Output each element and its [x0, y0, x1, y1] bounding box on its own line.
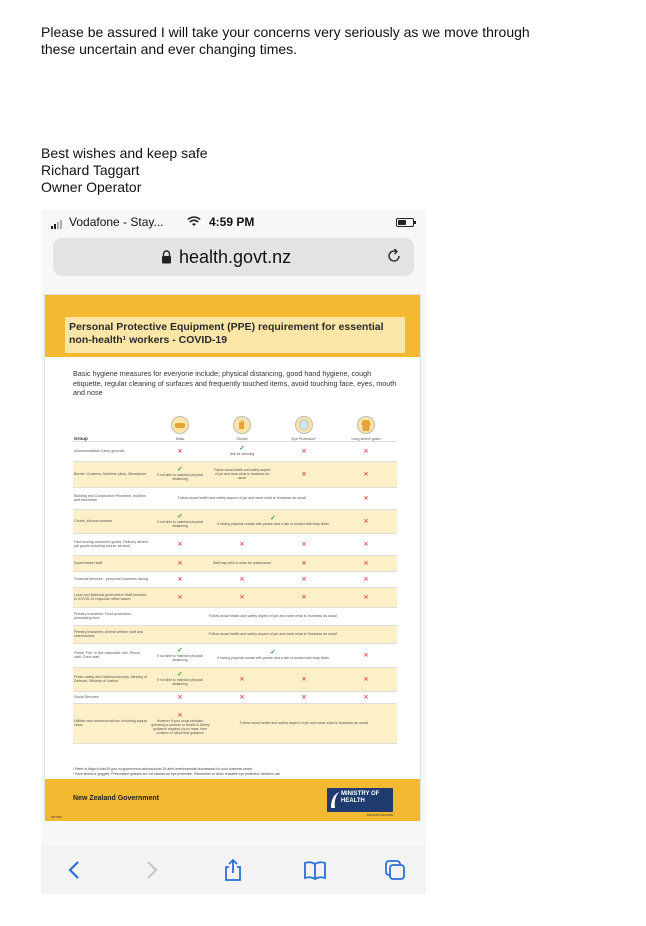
table-row: Accommodation Camp grounds ✕ ✓ Use for cleaning ✕ ✕: [73, 441, 397, 461]
table-row: Primary Industries: Food production, processing food Follow usual health and safety aspect of job and wear what is 'business as usual': [73, 607, 397, 625]
poster-footnotes: [73, 767, 393, 777]
column-header-mask: Mask: [149, 403, 211, 441]
table-row: Social Services ✕ ✕ ✕ ✕: [73, 691, 397, 703]
lock-icon: [161, 250, 172, 264]
table-row: Financial services - personnel customer facing ✕ ✕ ✕ ✕: [73, 571, 397, 587]
tabs-icon[interactable]: [383, 858, 407, 882]
table-row: Border: Customs, Maritime pilots, Stevedores ✓ If not able to maintain physical distancing Follow usual health and safety aspect of job and wear what is 'business as usual' ✕ ✕: [73, 461, 397, 487]
poster-code: HP7400: [51, 815, 62, 819]
ppe-poster: [44, 294, 421, 820]
bookmarks-icon[interactable]: [303, 858, 327, 882]
ppe-table: [73, 403, 397, 744]
mask-icon: [171, 416, 189, 434]
status-bar: [41, 210, 426, 236]
table-row: Utilities and communications, including supply chain ✕ However if your usual standard operating procedure or Health & Safety guidance requires you to wear, then continue to follow that guidance Follow usual health and safety aspect of job and wear what is 'business as usual': [73, 703, 397, 743]
footnote: * Face shield or goggles. Prescription glasses are not classed as eye protection. Remember to clean reusable eye protection between use: [73, 772, 281, 776]
phone-screenshot: [41, 210, 426, 894]
signature-title: Owner Operator: [41, 179, 142, 195]
wifi-icon: [187, 216, 201, 230]
ministry-of-health-logo: MINISTRY OF HEALTH: [327, 788, 393, 812]
safari-toolbar: [41, 846, 426, 894]
poster-title: Personal Protective Equipment (PPE) requirement for essential non-health¹ workers - COVID-19: [69, 321, 384, 346]
table-header-group: Group: [73, 403, 149, 441]
gown-icon: [357, 416, 375, 434]
share-icon[interactable]: [221, 858, 245, 882]
reload-icon[interactable]: [386, 248, 402, 264]
carrier-name: Vodafone - Stay...: [69, 215, 164, 229]
table-row: Courts, tribunal workers ✓ If not able to maintain physical distancing ✓ If having physical contact with person and a risk of contact with body fluids ✕: [73, 509, 397, 533]
table-row: Fast moving consumer goods, Delivery drivers (all goods including courier service) ✕ ✕ ✕ ✕: [73, 533, 397, 555]
signature-name: Richard Taggart: [41, 162, 140, 178]
footnote: ¹ Refer to https://covid19.govt.nz/government-actions/covid-19-alert-level/essential-businesses/ for your business sector: [73, 767, 253, 771]
column-header-gloves: Gloves: [211, 403, 273, 441]
table-row: Supermarket staff ✕ Staff may wish to wear for reassurance ✕ ✕: [73, 555, 397, 571]
poster-footer: [45, 779, 420, 821]
letter-signoff: [41, 145, 208, 196]
table-row: Public safety and National security, Ministry of Defence, Ministry of Justice ✓ If not able to maintain physical distancing ✕ ✕ ✕: [73, 667, 397, 691]
face-shield-icon: [295, 416, 313, 434]
url-text: health.govt.nz: [179, 247, 292, 267]
nz-government-logo: New Zealand Government: [73, 795, 159, 802]
moh-subtitle: MANATŪ HAUORA: [366, 813, 393, 817]
letter-paragraph: Please be assured I will take your concerns very seriously as we move through these uncertain and ever changing times.: [41, 24, 530, 57]
status-time: 4:59 PM: [209, 215, 255, 229]
battery-icon: [396, 218, 414, 227]
address-bar[interactable]: [53, 238, 414, 276]
signal-icon: [51, 220, 62, 229]
table-row: Building and Construction Plumbers, builders and electrician Follow usual health and safety aspect of job and wear what is 'business as usual' ✕: [73, 487, 397, 509]
column-header-gown: Long sleeve gown: [335, 403, 397, 441]
gloves-icon: [233, 416, 251, 434]
poster-intro: Basic hygiene measures for everyone include; physical distancing, good hand hygiene, cough etiquette, regular cleaning of surfaces and frequently touched items, avoid touching face, eyes, mouth and nose: [73, 369, 397, 397]
poster-header: [45, 295, 420, 357]
table-row: Local and National government Staff involved in COVID-19 response office based ✕ ✕ ✕ ✕: [73, 587, 397, 607]
table-row: Primary Industries: Animal welfare staff and veterinarians Follow usual health and safety aspect of job and wear what is 'business as usual': [73, 625, 397, 643]
back-icon[interactable]: [63, 858, 87, 882]
signoff-line: Best wishes and keep safe: [41, 145, 208, 161]
forward-icon[interactable]: [139, 858, 163, 882]
column-header-eye-protection: Eye Protection*: [273, 403, 335, 441]
table-row: Police, Fire: in first responder role, Prison staff, Court staff ✓ If not able to maintain physical distancing ✓ If having physical contact with person and a risk of contact with body fluids ✕: [73, 643, 397, 667]
